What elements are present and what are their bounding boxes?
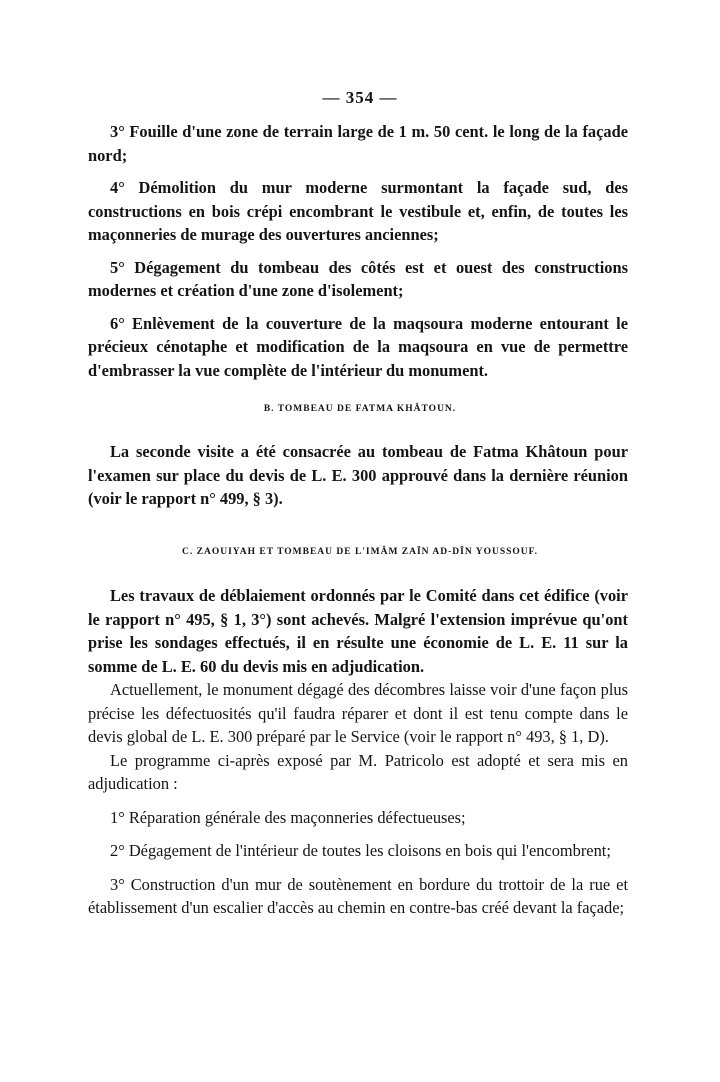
section-c-paragraph-2: Actuellement, le monument dégagé des décombres laisse voir d'une façon plus précise les défectuosités qu'il faudra réparer et dont il est tenu compte dans le devis global de L. E. 300 préparé par le Service (voir le rapport n° 493, § 1, D). xyxy=(88,680,628,746)
section-c-paragraph-3: Le programme ci-après exposé par M. Patricolo est adopté et sera mis en adjudication : xyxy=(88,750,628,793)
section-c-heading: C. ZAOUIYAH ET TOMBEAU DE L'IMÂM ZAÏN AD-DÎN YOUSSOUF. xyxy=(182,547,538,557)
section-b-paragraph: La seconde visite a été consacrée au tombeau de Fatma Khâtoun pour l'examen sur place du devis de L. E. 300 approuvé dans la dernière réunion (voir le rapport n° 499, § 3). xyxy=(88,442,628,508)
section-c-paragraph-1: Les travaux de déblaiement ordonnés par le Comité dans cet édifice (voir le rapport n° 495, § 1, 3°) sont achevés. Malgré l'extension imprévue qu'ont prise les sondages effectués, il en résulte une économie de L. E. 11 sur la somme de L. E. 60 du devis mis en adjudication. xyxy=(88,586,628,676)
section-c-item-3: 3° Construction d'un mur de soutènement en bordure du trottoir de la rue et établissement d'un escalier d'accès au chemin en contre-bas créé devant la façade; xyxy=(88,874,628,917)
item-5: 5° Dégagement du tombeau des côtés est et ouest des constructions modernes et création d'une zone d'isolement; xyxy=(88,257,628,300)
item-4: 4° Démolition du mur moderne surmontant la façade sud, des constructions en bois crépi encombrant le vestibule et, enfin, de toutes les maçonneries de murage des ouvertures anciennes; xyxy=(88,178,628,244)
section-c-item-2: 2° Dégagement de l'intérieur de toutes les cloisons en bois qui l'encombrent; xyxy=(110,841,611,860)
section-b-heading: B. TOMBEAU DE FATMA KHÂTOUN. xyxy=(263,404,457,414)
section-b-body xyxy=(88,440,628,511)
item-3: 3° Fouille d'une zone de terrain large de 1 m. 50 cent. le long de la façade nord; xyxy=(88,122,628,165)
item-6: 6° Enlèvement de la couverture de la maqsoura moderne entourant le précieux cénotaphe et modification de la maqsoura en vue de permettre d'embrasser la vue complète de l'intérieur du monument. xyxy=(88,313,628,380)
section-a-list xyxy=(88,120,628,382)
section-c-body xyxy=(88,584,628,920)
page-number: — 354 — xyxy=(322,88,398,107)
section-c-item-1: 1° Réparation générale des maçonneries défectueuses; xyxy=(110,807,466,827)
